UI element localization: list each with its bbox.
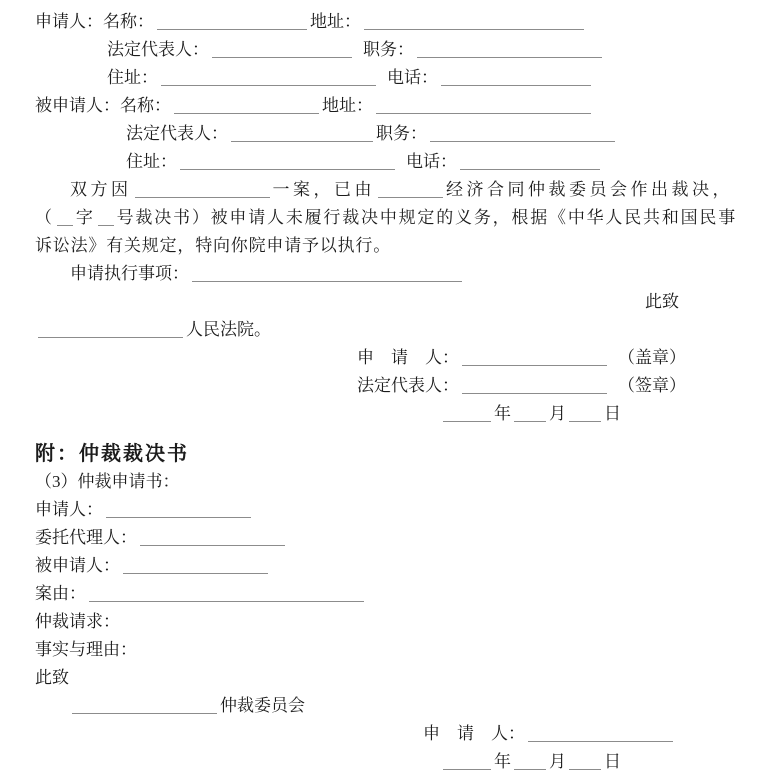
execution-items-line [70, 260, 745, 288]
sign-note: （签章） [618, 376, 686, 395]
respondent-title-blank [430, 141, 615, 142]
attachment-signature-label: 申 请 人： [423, 724, 525, 743]
attachment-closing-line [35, 664, 745, 692]
respondent-legal-rep-blank [231, 141, 373, 142]
seal-note: （盖章） [618, 348, 686, 367]
closing-salutation-line [35, 288, 745, 316]
body-text: （ [35, 208, 54, 227]
respondent-legal-rep-line [126, 120, 745, 148]
body-paragraph-line-2 [35, 204, 745, 232]
closing-salutation: 此致 [645, 292, 679, 311]
attachment-applicant-label: 申请人： [35, 500, 103, 519]
attachment-heading [35, 440, 745, 468]
attachment-applicant-blank [106, 517, 251, 518]
attachment-heading-text: 附：仲裁裁决书 [35, 443, 189, 465]
applicant-legal-rep-blank [212, 57, 352, 58]
applicant-name-blank [157, 29, 307, 30]
body-text: 经济合同仲裁委员会作出裁决， [446, 180, 733, 199]
applicant-title-label: 职务： [363, 40, 414, 59]
body-text: 双方因 [70, 180, 132, 199]
court-suffix: 人民法院。 [186, 320, 271, 339]
attachment-month-label: 月 [549, 752, 566, 771]
attachment-item-label: （3）仲裁申请书： [35, 472, 180, 491]
applicant-residence-line [107, 64, 745, 92]
body-text: 字 [75, 208, 95, 227]
attachment-day-blank [569, 769, 601, 770]
respondent-name-blank [174, 113, 319, 114]
attachment-cause-line [35, 580, 745, 608]
month-label: 月 [549, 404, 566, 423]
signature-legal-rep-label: 法定代表人： [357, 376, 459, 395]
award-doc-number-blank [98, 225, 114, 226]
applicant-title-blank [417, 57, 602, 58]
respondent-residence-label: 住址： [126, 152, 177, 171]
respondent-name-label: 被申请人：名称： [35, 96, 171, 115]
court-name-blank [38, 337, 183, 338]
signature-applicant-label: 申 请 人： [357, 348, 459, 367]
attachment-year-label: 年 [494, 752, 511, 771]
day-label: 日 [604, 404, 621, 423]
attachment-item-line [35, 468, 745, 496]
case-blank [135, 197, 270, 198]
respondent-residence-line [126, 148, 745, 176]
body-paragraph-line-3 [35, 232, 745, 260]
court-line [35, 316, 745, 344]
attachment-facts-line [35, 636, 745, 664]
attachment-claim-line [35, 608, 745, 636]
respondent-address-label: 地址： [322, 96, 373, 115]
applicant-residence-label: 住址： [107, 68, 158, 87]
body-text: 诉讼法》有关规定，特向你院申请予以执行。 [35, 236, 391, 255]
signature-applicant-blank [462, 365, 607, 366]
respondent-phone-blank [460, 169, 600, 170]
respondent-title-label: 职务： [376, 124, 427, 143]
attachment-committee-line [35, 692, 745, 720]
attachment-signature-blank [528, 741, 673, 742]
attachment-cause-label: 案由： [35, 584, 86, 603]
committee-name-blank [378, 197, 443, 198]
attachment-claim-label: 仲裁请求： [35, 612, 120, 631]
attachment-applicant-line [35, 496, 745, 524]
execution-items-blank [192, 281, 462, 282]
attachment-respondent-line [35, 552, 745, 580]
applicant-name-label: 申请人：名称： [35, 12, 154, 31]
award-doc-word-blank [57, 225, 73, 226]
attachment-day-label: 日 [604, 752, 621, 771]
date-line [35, 400, 745, 428]
signature-legal-rep-line [35, 372, 745, 400]
applicant-residence-blank [161, 85, 376, 86]
respondent-address-blank [376, 113, 591, 114]
respondent-legal-rep-label: 法定代表人： [126, 124, 228, 143]
attachment-month-blank [514, 769, 546, 770]
attachment-signature-line [35, 720, 745, 748]
respondent-residence-blank [180, 169, 395, 170]
attachment-agent-line [35, 524, 745, 552]
respondent-phone-label: 电话： [406, 152, 457, 171]
attachment-date-line [35, 748, 745, 776]
applicant-address-label: 地址： [310, 12, 361, 31]
year-blank [443, 421, 491, 422]
attachment-facts-label: 事实与理由： [35, 640, 137, 659]
execution-items-label: 申请执行事项： [70, 264, 189, 283]
applicant-phone-label: 电话： [387, 68, 438, 87]
applicant-legal-rep-label: 法定代表人： [107, 40, 209, 59]
attachment-committee-blank [72, 713, 217, 714]
applicant-address-blank [364, 29, 584, 30]
applicant-legal-rep-line [107, 36, 745, 64]
attachment-respondent-blank [123, 573, 268, 574]
signature-applicant-line [35, 344, 745, 372]
year-label: 年 [494, 404, 511, 423]
month-blank [514, 421, 546, 422]
applicant-name-address-line [35, 8, 745, 36]
attachment-year-blank [443, 769, 491, 770]
attachment-agent-blank [140, 545, 285, 546]
applicant-phone-blank [441, 85, 591, 86]
body-text: 一案，已由 [272, 180, 375, 199]
attachment-closing-salutation: 此致 [35, 668, 69, 687]
day-blank [569, 421, 601, 422]
attachment-committee-suffix: 仲裁委员会 [220, 696, 305, 715]
attachment-cause-blank [89, 601, 364, 602]
respondent-name-address-line [35, 92, 745, 120]
body-text: 号裁决书）被申请人未履行裁决中规定的义务，根据《中华人民共和国民事 [116, 208, 738, 227]
attachment-agent-label: 委托代理人： [35, 528, 137, 547]
signature-legal-rep-blank [462, 393, 607, 394]
attachment-respondent-label: 被申请人： [35, 556, 120, 575]
body-paragraph-line-1 [70, 176, 745, 204]
